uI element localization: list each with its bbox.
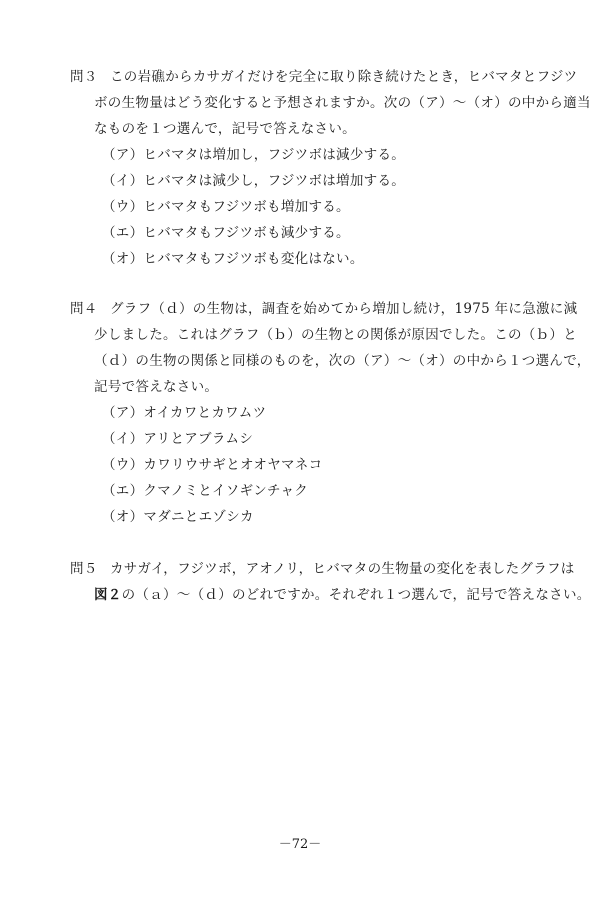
page-number: －72－	[278, 837, 322, 852]
question-3-option-u: （ウ）ヒバマタもフジツボも増加する。	[102, 199, 350, 215]
question-4-line-4: 記号で答えなさい。	[94, 379, 219, 395]
question-4-option-e: （エ）クマノミとイソギンチャク	[102, 483, 309, 499]
question-3-line-2: ボの生物量はどう変化すると予想されますか。次の（ア）～（オ）の中から適当	[94, 95, 591, 111]
question-4-text: グラフ（ｄ）の生物は，調査を始めてから増加し続け，1975 年に急激に減	[110, 301, 578, 317]
question-4-line-3: （ｄ）の生物の関係と同様のものを，次の（ア）～（オ）の中から１つ選んで，	[94, 353, 591, 369]
question-3-option-o: （オ）ヒバマタもフジツボも変化はない。	[102, 251, 364, 267]
question-3-text: この岩礁からカサガイだけを完全に取り除き続けたとき，ヒバマタとフジツ	[110, 69, 578, 85]
question-3-number: 問３	[70, 69, 98, 85]
question-3-line-1	[70, 64, 578, 90]
question-3-option-a: （ア）ヒバマタは増加し，フジツボは減少する。	[102, 147, 406, 163]
question-4-option-a: （ア）オイカワとカワムツ	[102, 405, 267, 421]
figure-reference: 図２	[94, 587, 122, 603]
question-5-text-rest: の（ａ）～（ｄ）のどれですか。それぞれ１つ選んで，記号で答えなさい。	[121, 587, 591, 603]
question-3-line-3: なものを１つ選んで，記号で答えなさい。	[94, 121, 356, 137]
question-5-text: カサガイ，フジツボ，アオノリ，ヒバマタの生物量の変化を表したグラフは	[110, 561, 575, 577]
question-5-line-2	[70, 582, 591, 608]
question-5	[70, 556, 591, 608]
question-4-line-1	[70, 296, 578, 322]
question-5-line-1	[70, 556, 575, 582]
question-4-line-2: 少しました。これはグラフ（ｂ）の生物との関係が原因でした。この（ｂ）と	[94, 327, 577, 343]
question-4-option-i: （イ）アリとアブラムシ	[102, 431, 254, 447]
question-3-option-e: （エ）ヒバマタもフジツボも減少する。	[102, 225, 350, 241]
question-4	[70, 296, 591, 530]
question-3	[70, 64, 591, 272]
question-4-number: 問４	[70, 301, 98, 317]
question-5-number: 問５	[70, 561, 98, 577]
question-4-option-u: （ウ）カワリウサギとオオヤマネコ	[102, 457, 323, 473]
question-4-option-o: （オ）マダニとエゾシカ	[102, 509, 254, 525]
question-3-option-i: （イ）ヒバマタは減少し，フジツボは増加する。	[102, 173, 406, 189]
